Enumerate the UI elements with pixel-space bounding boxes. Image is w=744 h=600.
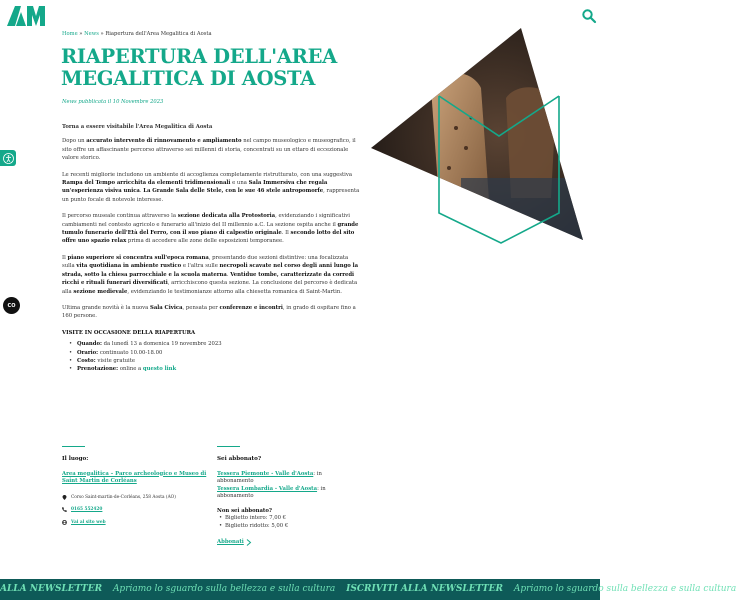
list-item: • Prenotazione: online a questo link — [73, 365, 362, 373]
divider — [62, 446, 85, 447]
address-row: Corso Saint-martin-de-Corléans, 258 Aosta (AO) — [62, 494, 212, 502]
chevron-right-icon — [246, 539, 252, 546]
not-subscribed-heading: Non sei abbonato? — [217, 507, 273, 514]
divider — [217, 446, 240, 447]
breadcrumb — [62, 31, 212, 37]
publication-date: News pubblicata il 10 Novembre 2023 — [62, 99, 164, 105]
card1-link[interactable]: Tessera Piemonte - Valle d'Aosta — [217, 470, 314, 477]
breadcrumb-separator: » — [100, 31, 104, 37]
website-link[interactable]: Vai al sito web — [71, 519, 106, 525]
list-item: • Biglietto intero: 7,00 € — [225, 515, 347, 523]
search-icon[interactable] — [582, 9, 596, 23]
subscribe-button[interactable]: Abbonati — [217, 539, 252, 547]
am-logo-icon[interactable] — [7, 6, 45, 26]
website-row — [62, 519, 212, 527]
list-item: • Biglietto ridotto: 5,00 € — [225, 523, 347, 531]
newsletter-text: Apriamo lo sguardo sulla bellezza e sulla cultura — [112, 584, 336, 594]
subscription-heading: Sei abbonato? — [217, 456, 262, 462]
list-item: • Orario: continuato 10.00-18.00 — [73, 349, 362, 357]
breadcrumb-home[interactable]: Home — [62, 31, 78, 37]
page-title: RIAPERTURA DELL'AREA MEGALITICA DI AOSTA — [61, 45, 337, 90]
newsletter-banner[interactable] — [0, 579, 737, 600]
newsletter-text: Apriamo lo sguardo sulla bellezza e sulla cultura — [513, 584, 737, 594]
breadcrumb-news[interactable]: News — [84, 31, 99, 37]
place-box — [62, 446, 212, 531]
hero-image — [371, 28, 583, 242]
venue-link[interactable]: Area megalitica – Parco archeologico e Museo di Saint Martin de Corléans — [62, 470, 207, 484]
subscription-box — [217, 446, 347, 547]
booking-link[interactable]: questo link — [142, 366, 177, 373]
newsletter-text: ISCRIVITI ALLA NEWSLETTER — [346, 584, 503, 594]
paragraph: Dopo un accurato intervento di rinnovamento e ampliamento nel campo museologico e museografico, il sito offre un affascinante percorso attraverso sei millenni di storia, concentrati su un ettaro di eccezionale valore storico. — [62, 138, 356, 162]
breadcrumb-separator: » — [79, 31, 83, 37]
card-info: Tessera Lombardia - Valle d'Aosta: in abbonamento — [217, 485, 326, 499]
phone-row — [62, 506, 212, 514]
place-heading: Il luogo: — [62, 456, 89, 462]
card-info: Tessera Piemonte - Valle d'Aosta: in abbonamento — [217, 470, 322, 484]
paragraph: Ultima grande novità è la nuova Sala Civica, pensata per conferenze e incontri, in grado di ospitare fino a 160 persone. — [62, 304, 356, 320]
globe-icon — [62, 520, 67, 525]
paragraph: Le recenti migliorie includono un ambiente di accoglienza completamente ristrutturato, con una suggestiva Rampa del Tempo arricchita da elementi tridimensionali e una Sala Immersiva che regala un'esperienza visiva unica. La Grande Sala delle Stele, con le sue 46 stele antropomorfe, rappresenta un punto focale di notevole interesse. — [62, 171, 360, 203]
list-item: • Quando: da lunedì 13 a domenica 19 novembre 2023 — [73, 340, 362, 348]
location-icon — [62, 495, 67, 500]
breadcrumb-current: Riapertura dell'Area Megalitica di Aosta — [105, 31, 212, 37]
paragraph: Il piano superiore si concentra sull'epoca romana, presentando due sezioni distintive: una focalizzata sulla vita quotidiana in ambiente rustico e l'altra sulle necropoli scavate nel corso degli anni lungo la strada, sotto la chiesa parrocchiale e la scuola materna. Ventidue tombe, caratterizzate da corredi ricchi e rituali funerari diversificati, arricchiscono questa sezione. La conclusione del percorso è dedicata alla sezione medievale, evidenziando le testimonianze attorno alla chiesetta romanica di Saint-Martin. — [62, 254, 359, 295]
ticket-list — [217, 515, 347, 530]
list-item: • Costo: visite gratuite — [73, 357, 362, 365]
visit-info-list — [62, 340, 362, 374]
article-lead: Torna a essere visitabile l'Area Megalitica di Aosta — [62, 124, 213, 130]
phone-icon — [62, 507, 67, 512]
visit-section-title: VISITE IN OCCASIONE DELLA RIAPERTURA — [62, 329, 196, 336]
accessibility-icon — [3, 153, 14, 164]
article-body — [62, 123, 362, 374]
newsletter-text: ALLA NEWSLETTER — [0, 584, 103, 594]
phone-link[interactable]: 0165 552420 — [71, 507, 103, 512]
card2-link[interactable]: Tessera Lombardia - Valle d'Aosta — [217, 485, 318, 492]
accessibility-button[interactable] — [0, 150, 16, 166]
paragraph: Il percorso museale continua attraverso la sezione dedicata alla Protostoria, evidenziando i significativi cambiamenti nel contesto agricolo e funerario all'inizio del II millennio a.C. La sezione ospita anche il grande tumulo funerario dell'Età del Ferro, con il suo piano di calpestio originale. Il secondo lotto del sito offre uno spazio relax prima di accedere alle zone delle esposizioni temporanee. — [62, 213, 359, 245]
cookie-button[interactable]: CO — [3, 297, 20, 314]
